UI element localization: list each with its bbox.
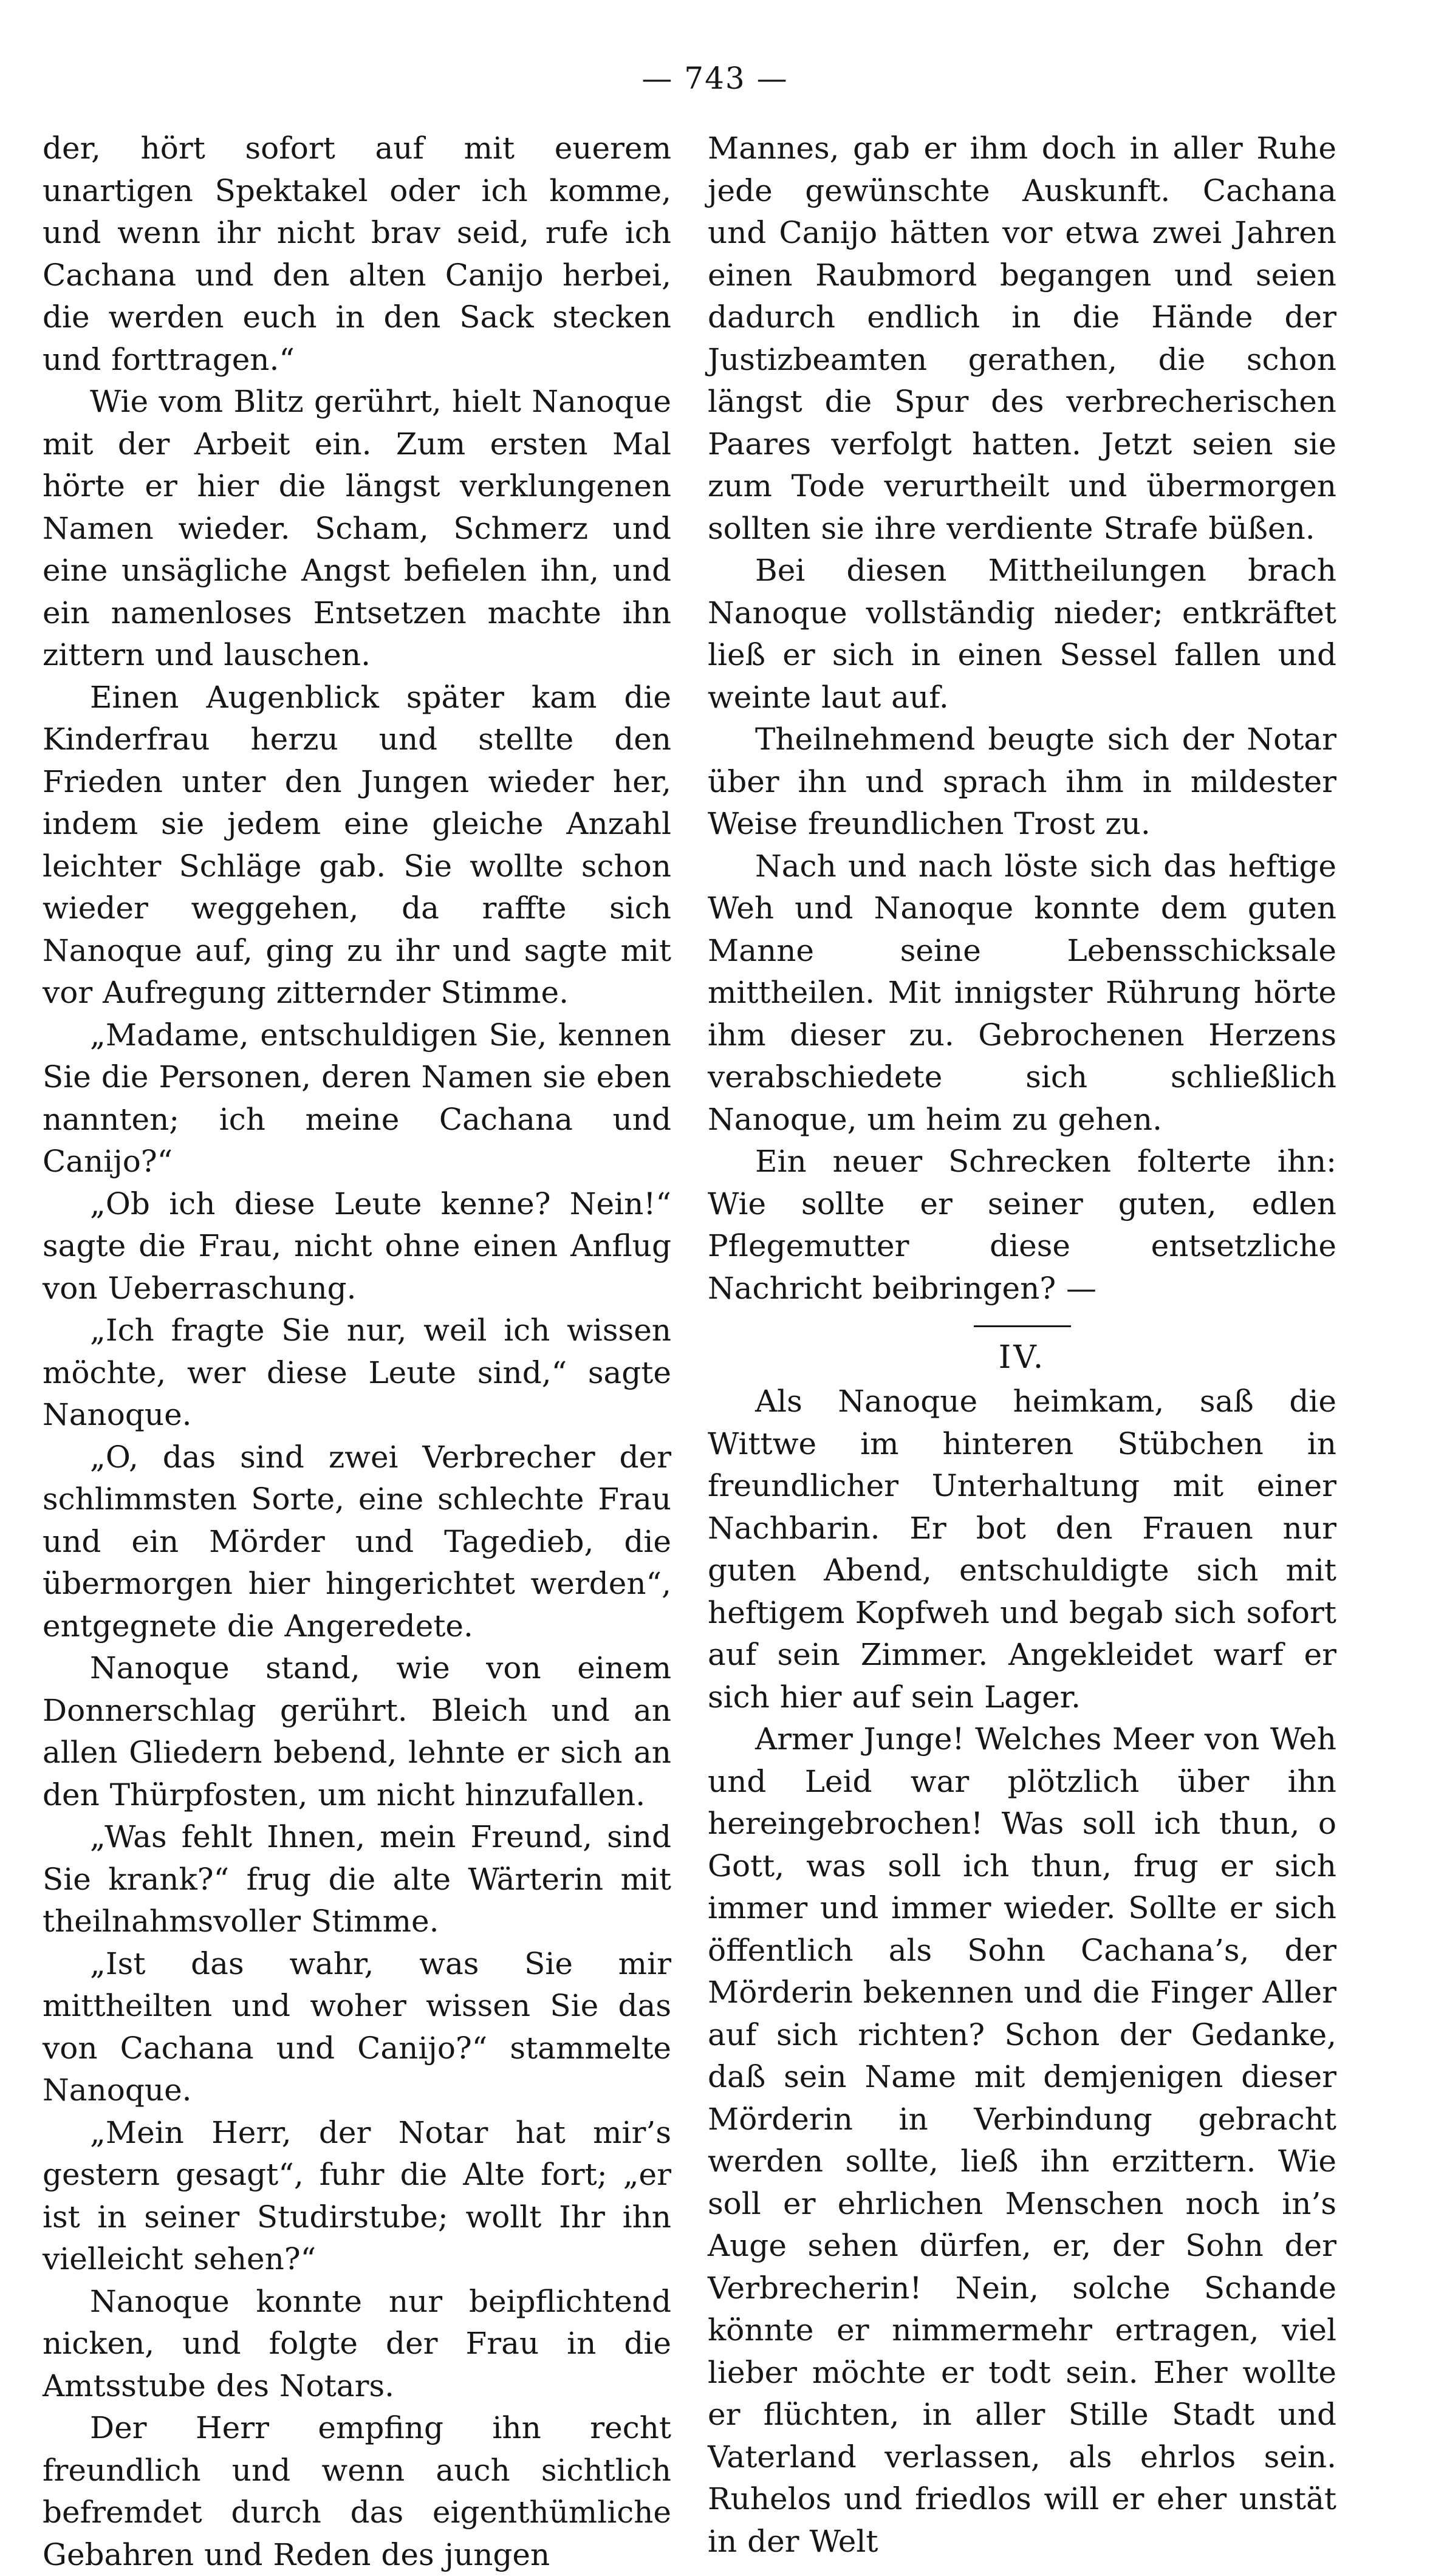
paragraph: „Ob ich diese Leute kenne? Nein!“ sagte die Frau, nicht ohne einen Anflug von Ueberraschung. [43, 1186, 671, 1306]
paragraph: Nach und nach löste sich das heftige Weh und Nanoque konnte dem guten Manne seine Lebensschicksale mittheilen. Mit innigster Rührung hörte ihm dieser zu. Gebrochenen Herzens verabschiedete sich schließlich Nanoque, um heim zu gehen. [708, 848, 1336, 1137]
paragraph: Ein neuer Schrecken folterte ihn: Wie sollte er seiner guten, edlen Pflegemutter diese entsetzliche Nachricht beibringen? — [708, 1144, 1336, 1306]
section-divider [974, 1325, 1071, 1327]
paragraph: Theilnehmend beugte sich der Notar über ihn und sprach ihm in mildester Weise freundlichen Trost zu. [708, 722, 1336, 841]
paragraph: Einen Augenblick später kam die Kinderfrau herzu und stellte den Frieden unter den Jungen wieder her, indem sie jedem eine gleiche Anzahl leichter Schläge gab. Sie wollte schon wieder weggehen, da raffte sich Nanoque auf, ging zu ihr und sagte mit vor Aufregung zitternder Stimme. [43, 679, 671, 1010]
paragraph: Nanoque stand, wie von einem Donnerschlag gerührt. Bleich und an allen Gliedern bebend, lehnte er sich an den Thürpfosten, um nicht hinzufallen. [43, 1650, 671, 1812]
left-column [43, 128, 671, 2576]
paragraph: der, hört sofort auf mit euerem unartigen Spektakel oder ich komme, und wenn ihr nicht brav seid, rufe ich Cachana und den alten Canijo herbei, die werden euch in den Sack stecken und forttragen.“ [43, 131, 671, 377]
page-number: — 743 — [641, 61, 789, 96]
paragraph: Nanoque konnte nur beipflichtend nicken, und folgte der Frau in die Amtsstube des Notars. [43, 2283, 671, 2403]
right-column [708, 128, 1336, 2563]
paragraph: „Mein Herr, der Notar hat mir’s gestern gesagt“, fuhr die Alte fort; „er ist in seiner Studirstube; wollt Ihr ihn vielleicht sehen?“ [43, 2114, 671, 2277]
paragraph: „Ist das wahr, was Sie mir mittheilten und woher wissen Sie das von Cachana und Canijo?“ stammelte Nanoque. [43, 1946, 671, 2108]
section-heading: IV. [998, 1339, 1046, 1376]
paragraph: Armer Junge! Welches Meer von Weh und Leid war plötzlich über ihn hereingebrochen! Was soll ich thun, o Gott, was soll ich thun, frug er sich immer und immer wieder. Sollte er sich öffentlich als Sohn Cachana’s, der Mörderin bekennen und die Finger Aller auf sich richten? Schon der Gedanke, daß sein Name mit demjenigen dieser Mörderin in Verbindung gebracht werden sollte, ließ ihn erzittern. Wie soll er ehrlichen Menschen noch in’s Auge sehen dürfen, er, der Sohn der Verbrecherin! Nein, solche Schande könnte er nimmermehr ertragen, viel lieber möchte er todt sein. Eher wollte er flüchten, in aller Stille Stadt und Vaterland verlassen, als ehrlos sein. Ruhelos und friedlos will er eher unstät in der Welt [708, 1721, 1337, 2559]
paragraph: Mannes, gab er ihm doch in aller Ruhe jede gewünschte Auskunft. Cachana und Canijo hätten vor etwa zwei Jahren einen Raubmord begangen und seien dadurch endlich in die Hände der Justizbeamten gerathen, die schon längst die Spur des verbrecherischen Paares verfolgt hatten. Jetzt seien sie zum Tode verurtheilt und übermorgen sollten sie ihre verdiente Strafe büßen. [708, 131, 1336, 546]
paragraph: Als Nanoque heimkam, saß die Wittwe im hinteren Stübchen in freundlicher Unterhaltung mit einer Nachbarin. Er bot den Frauen nur guten Abend, entschuldigte sich mit heftigem Kopfweh und begab sich sofort auf sein Zimmer. Angekleidet warf er sich hier auf sein Lager. [708, 1384, 1336, 1715]
paragraph: Der Herr empfing ihn recht freundlich und wenn auch sichtlich befremdet durch das eigenthümliche Gebahren und Reden des jungen [43, 2410, 671, 2572]
paragraph: „Madame, entschuldigen Sie, kennen Sie die Personen, deren Namen sie eben nannten; ich meine Cachana und Canijo?“ [43, 1017, 671, 1179]
paragraph: „Was fehlt Ihnen, mein Freund, sind Sie krank?“ frug die alte Wärterin mit theilnahmsvoller Stimme. [43, 1819, 671, 1939]
paragraph: Bei diesen Mittheilungen brach Nanoque vollständig nieder; entkräftet ließ er sich in einen Sessel fallen und weinte laut auf. [708, 553, 1336, 715]
paragraph: Wie vom Blitz gerührt, hielt Nanoque mit der Arbeit ein. Zum ersten Mal hörte er hier die längst verklungenen Namen wieder. Scham, Schmerz und eine unsägliche Angst befielen ihn, und ein namenloses Entsetzen machte ihn zittern und lauschen. [43, 384, 671, 672]
paragraph: „Ich fragte Sie nur, weil ich wissen möchte, wer diese Leute sind,“ sagte Nanoque. [43, 1313, 671, 1432]
paragraph: „O, das sind zwei Verbrecher der schlimmsten Sorte, eine schlechte Frau und ein Mörder und Tagedieb, die übermorgen hier hingerichtet werden“, entgegnete die Angeredete. [43, 1439, 671, 1644]
